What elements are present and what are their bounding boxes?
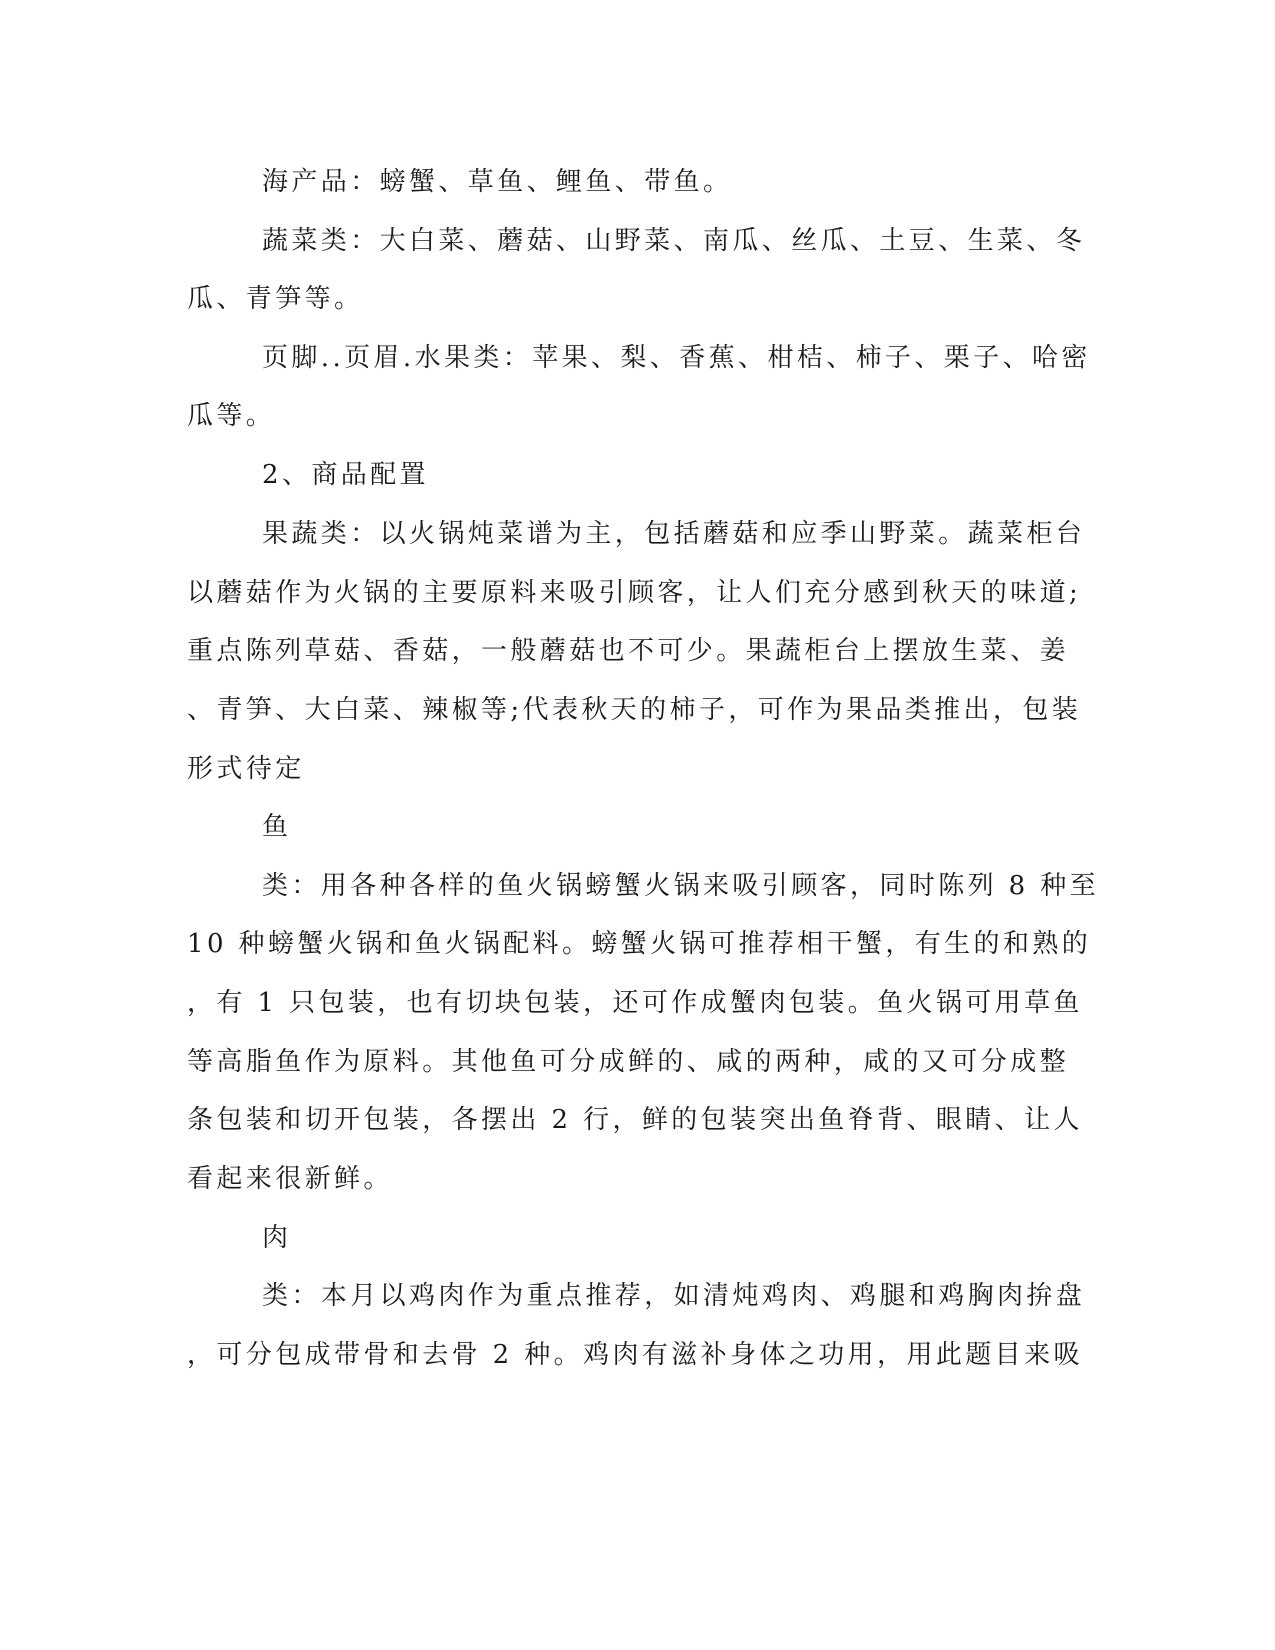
produce-paragraph-line-3: 重点陈列草菇、香菇，一般蘑菇也不可少。果蔬柜台上摆放生菜、姜 [187,636,1070,666]
fish-paragraph-line-5: 条包装和切开包装，各摆出 2 行，鲜的包装突出鱼脊背、眼睛、让人 [187,1105,1083,1135]
fish-paragraph-line-6: 看起来很新鲜。 [187,1164,393,1194]
fish-paragraph-line-3: ，有 1 只包装，也有切块包装，还可作成蟹肉包装。鱼火锅可用草鱼 [187,988,1083,1018]
fish-heading: 鱼 [262,812,292,842]
vegetables-line-1: 蔬菜类：大白菜、蘑菇、山野菜、南瓜、丝瓜、土豆、生菜、冬 [262,226,1086,256]
meat-paragraph-line-1: 类：本月以鸡肉作为重点推荐，如清炖鸡肉、鸡腿和鸡胸肉拚盘 [262,1281,1086,1311]
meat-paragraph-line-2: ，可分包成带骨和去骨 2 种。鸡肉有滋补身体之功用，用此题目来吸 [187,1340,1083,1370]
produce-paragraph-line-4: 、青笋、大白菜、辣椒等;代表秋天的柿子，可作为果品类推出，包装 [187,695,1082,725]
produce-paragraph-line-1: 果蔬类：以火锅炖菜谱为主，包括蘑菇和应季山野菜。蔬菜柜台 [262,519,1086,549]
produce-paragraph-line-2: 以蘑菇作为火锅的主要原料来吸引顾客，让人们充分感到秋天的味道; [187,578,1082,608]
seafood-line: 海产品：螃蟹、草鱼、鲤鱼、带鱼。 [262,167,733,197]
fruits-line-2: 瓜等。 [187,401,276,431]
section-heading: 2、商品配置 [262,460,429,490]
fish-paragraph-line-4: 等高脂鱼作为原料。其他鱼可分成鲜的、咸的两种，咸的又可分成整 [187,1047,1070,1077]
fruits-line-1: 页脚..页眉.水果类：苹果、梨、香蕉、柑桔、柿子、栗子、哈密 [262,343,1091,373]
produce-paragraph-line-5: 形式待定 [187,754,305,784]
meat-heading: 肉 [262,1223,292,1253]
vegetables-line-2: 瓜、青笋等。 [187,284,364,314]
fish-paragraph-line-1: 类：用各种各样的鱼火锅螃蟹火锅来吸引顾客，同时陈列 8 种至 [262,871,1100,901]
fish-paragraph-line-2: 10 种螃蟹火锅和鱼火锅配料。螃蟹火锅可推荐相干蟹，有生的和熟的 [187,929,1092,959]
